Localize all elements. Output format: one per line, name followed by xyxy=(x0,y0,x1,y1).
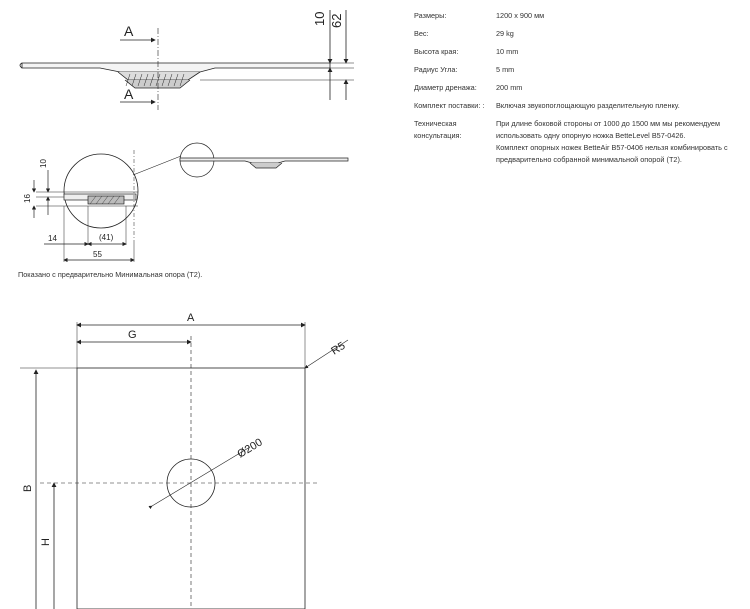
detail-view xyxy=(34,143,348,262)
spec-label: Размеры: xyxy=(414,11,447,20)
section-mark-bottom: A xyxy=(124,86,134,102)
spec-label: Вес: xyxy=(414,29,429,38)
plan-dim-H: H xyxy=(40,538,52,546)
dim-10-label: 10 xyxy=(312,11,327,26)
detail-dim-55: 55 xyxy=(93,250,102,259)
plan-dim-R5: R5 xyxy=(329,339,348,358)
section-view xyxy=(20,10,354,110)
dim-62-label: 62 xyxy=(329,13,344,28)
spec-label: Комплект поставки: : xyxy=(414,101,485,110)
drawing-caption: Показано с предварительно Минимальная опора (T2). xyxy=(18,270,203,279)
plan-dim-B: B xyxy=(22,484,34,492)
detail-dim-10: 10 xyxy=(39,159,48,168)
spec-value-line: Комплект опорных ножек BetteAir B57-0406 нельзя комбинировать с xyxy=(496,143,728,152)
spec-label: Диаметр дренажа: xyxy=(414,83,477,92)
spec-value-line: При длине боковой стороны от 1000 до 1500 мм мы рекомендуем использовать одну опорную ножка BetteLevel B57-0426. xyxy=(496,119,720,140)
spec-value: 200 mm xyxy=(496,83,523,92)
detail-dim-14: 14 xyxy=(48,234,57,243)
spec-value-line: предварительно собранной минимальной опорой (T2). xyxy=(496,155,682,164)
plan-view xyxy=(20,322,348,609)
plan-dim-G: G xyxy=(128,329,137,341)
spec-label: Высота края: xyxy=(414,47,459,56)
spec-label: Техническая консультация: xyxy=(414,119,462,140)
spec-label: Радиус Угла: xyxy=(414,65,458,74)
spec-value: 29 kg xyxy=(496,29,514,38)
detail-dim-41: (41) xyxy=(99,233,114,242)
plan-dim-A: A xyxy=(187,312,195,324)
spec-value: Включая звукопоглощающую разделительную пленку. xyxy=(496,101,680,110)
detail-dim-16: 16 xyxy=(23,194,32,203)
section-mark-top: A xyxy=(124,23,134,39)
spec-value: 10 mm xyxy=(496,47,519,56)
spec-value: 5 mm xyxy=(496,65,515,74)
spec-value: 1200 x 900 мм xyxy=(496,11,545,20)
plan-drain-diameter: Ø200 xyxy=(235,436,265,461)
